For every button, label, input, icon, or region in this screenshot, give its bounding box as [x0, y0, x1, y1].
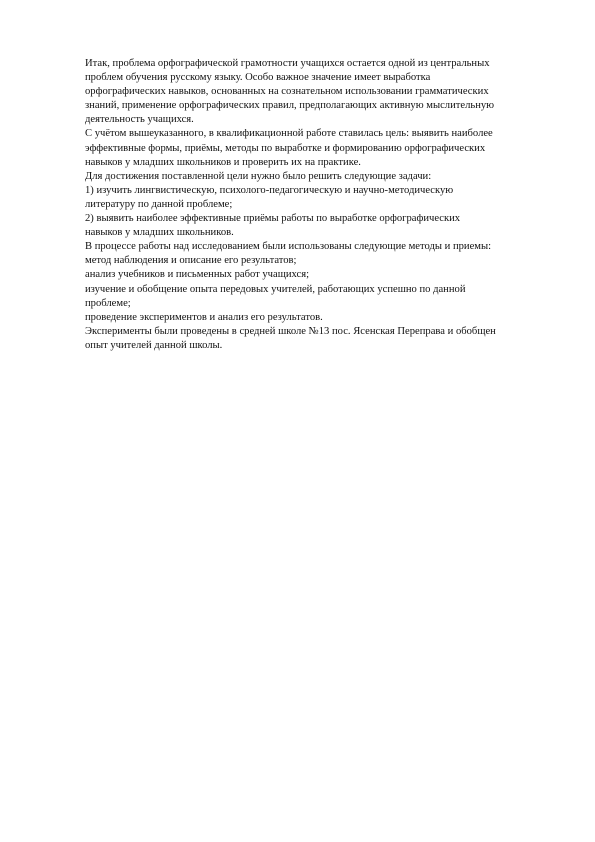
task-item-2: 2) выявить наиболее эффективные приёмы работы по выработке орфографических навыков у младших школьников.	[85, 213, 461, 239]
paragraph-experiments: Эксперименты были проведены в средней школе №13 пос. Ясенская Переправа и обобщен опыт учителей данной школы.	[85, 325, 496, 351]
document-body	[85, 57, 555, 353]
method-item-1: метод наблюдения и описание его результатов;	[85, 255, 297, 267]
method-item-3: изучение и обобщение опыта передовых учителей, работающих успешно по данной проблеме;	[85, 283, 466, 309]
method-item-2: анализ учебников и письменных работ учащихся;	[85, 269, 310, 281]
paragraph-methods-intro: В процессе работы над исследованием были использованы следующие методы и приемы:	[85, 241, 492, 253]
method-item-4: проведение экспериментов и анализ его результатов.	[85, 311, 323, 323]
paragraph-tasks-intro: Для достижения поставленной цели нужно было решить следующие задачи:	[85, 170, 432, 182]
task-item-1: 1) изучить лингвистическую, психолого-педагогическую и научно-методическую литературу по данной проблеме;	[85, 184, 454, 210]
paragraph-conclusion: Итак, проблема орфографической грамотности учащихся остается одной из центральных проблем обучения русскому языку. Особо важное значение имеет выработка орфографических навыков, основанных на сознательном использовании грамматических знаний, применение орфографических правил, предполагающих активную мыслительную деятельность учащихся.	[85, 58, 495, 126]
paragraph-goal: С учётом вышеуказанного, в квалификационной работе ставилась цель: выявить наиболее эффективные формы, приёмы, методы по выработке и формированию орфографических навыков у младших школьников и проверить их на практике.	[85, 128, 493, 168]
